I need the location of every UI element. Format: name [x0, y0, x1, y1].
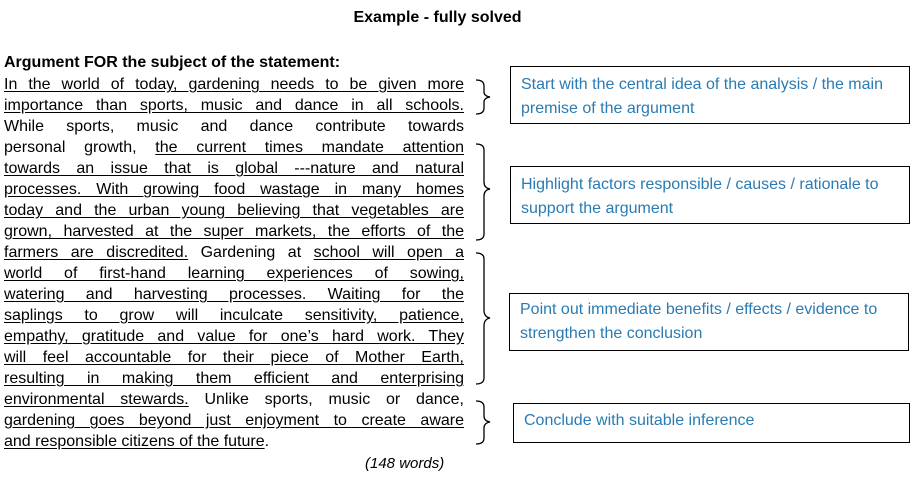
brace-2	[476, 144, 490, 240]
word-count: (148 words)	[365, 455, 445, 472]
plain-text: While sports, music and dance contribute towards	[4, 118, 464, 135]
paragraph-line	[4, 305, 464, 326]
paragraph-line	[4, 74, 464, 95]
paragraph-line	[4, 116, 464, 137]
underlined-text: school will open a	[313, 244, 464, 261]
plain-text: Gardening at	[188, 244, 314, 261]
page-title: Example - fully solved	[353, 9, 522, 26]
paragraph-line	[4, 368, 464, 389]
underlined-text: resulting in making them efficient and enterprising	[4, 370, 464, 387]
underlined-text: the current times mandate attention	[155, 139, 464, 156]
plain-text: Unlike sports, music or dance,	[188, 391, 464, 408]
paragraph-line	[4, 242, 464, 263]
paragraph-line	[4, 389, 464, 410]
paragraph-line	[4, 179, 464, 200]
paragraph-line	[4, 431, 464, 452]
brace-4	[476, 401, 490, 444]
underlined-text: farmers are discredited.	[4, 244, 189, 261]
plain-text: .	[264, 433, 270, 450]
underlined-text: watering and harvesting processes. Waiting for the	[4, 286, 464, 303]
annotation-box-benefits: Point out immediate benefits / effects / evidence to strengthen the conclusion	[509, 293, 909, 351]
brace-3	[476, 253, 490, 384]
underlined-text: empathy, gratitude and value for one’s hard work. They	[4, 328, 464, 345]
underlined-text: grown, harvested at the super markets, the efforts of the	[4, 223, 464, 240]
paragraph-line	[4, 95, 464, 116]
paragraph-line	[4, 158, 464, 179]
brace-1	[476, 80, 490, 114]
annotation-box-main-premise: Start with the central idea of the analysis / the main premise of the argument	[510, 66, 910, 124]
paragraph-line	[4, 284, 464, 305]
underlined-text: In the world of today, gardening needs to be given more	[4, 76, 464, 93]
underlined-text: and responsible citizens of the future	[4, 433, 265, 450]
annotation-box-conclusion: Conclude with suitable inference	[513, 403, 910, 443]
plain-text: personal growth,	[4, 139, 156, 156]
underlined-text: today and the urban young believing that vegetables are	[4, 202, 464, 219]
paragraph-line	[4, 200, 464, 221]
underlined-text: saplings to grow will inculcate sensitivity, patience,	[4, 307, 464, 324]
underlined-text: world of first-hand learning experiences of sowing,	[4, 265, 464, 282]
paragraph-line	[4, 410, 464, 431]
paragraph-line	[4, 326, 464, 347]
underlined-text: environmental stewards.	[4, 391, 189, 408]
paragraph-line	[4, 347, 464, 368]
brace-group	[470, 70, 510, 450]
underlined-text: processes. With growing food wastage in many homes	[4, 181, 464, 198]
paragraph-line	[4, 263, 464, 284]
paragraph-line	[4, 137, 464, 158]
underlined-text: gardening goes beyond just enjoyment to create aware	[4, 412, 464, 429]
essay-paragraph	[4, 74, 464, 452]
argument-heading: Argument FOR the subject of the statement:	[4, 54, 341, 71]
underlined-text: towards an issue that is global ---nature and natural	[4, 160, 464, 177]
underlined-text: will feel accountable for their piece of Mother Earth,	[4, 349, 464, 366]
annotation-box-causes: Highlight factors responsible / causes / rationale to support the argument	[510, 166, 910, 224]
underlined-text: importance than sports, music and dance in all schools.	[4, 97, 464, 114]
paragraph-line	[4, 221, 464, 242]
